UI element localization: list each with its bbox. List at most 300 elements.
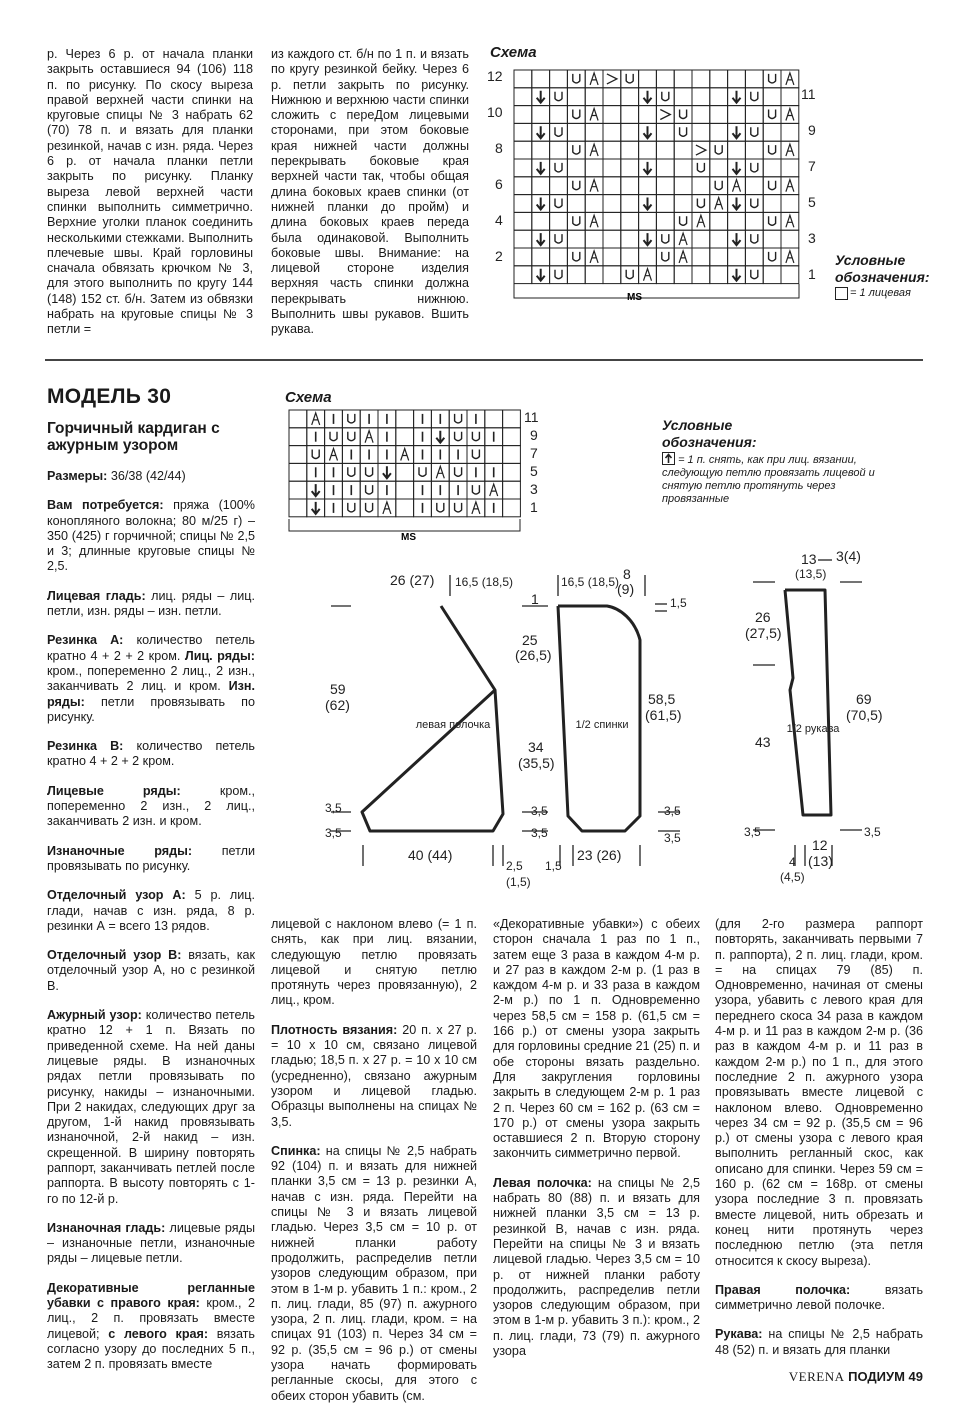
dimension-label: 3,5 [664, 831, 681, 845]
chart-cell [728, 141, 746, 159]
left-front-outline [362, 606, 503, 831]
dimension-label: (61,5) [645, 707, 682, 723]
chart-cell [603, 248, 621, 266]
yarn-over-icon [455, 503, 462, 512]
chart-cell [567, 159, 585, 177]
decrease-icon [312, 502, 320, 514]
piece-label: 1/2 рукава [786, 723, 840, 735]
yarn-over-icon [366, 485, 373, 494]
label: Отделочный узор В: [47, 948, 182, 963]
chart-cell [692, 106, 710, 124]
dimension-label: 2,5 [506, 859, 523, 873]
chart-cell [503, 410, 521, 428]
chart-cell [567, 70, 585, 88]
decrease-icon [733, 91, 741, 103]
chart-cell [485, 446, 503, 464]
label: Изнаночные ряды: [47, 843, 193, 858]
chart-cell [745, 248, 763, 266]
chart-cell [503, 428, 521, 446]
chart-cell [514, 159, 532, 177]
yarn-over-icon [769, 181, 776, 190]
slip-knit-pass-over-icon [662, 452, 675, 465]
paragraph: р. Через 6 р. от начала планки закрыть оставшиеся 94 (106) 118 п. по рисунку. По скосу выреза правой верхней части спинки на круговые спицы № 3 набрать 62 (70) 78 п. и вязать для планки резинкой, начав с изн. ряда. Через 6 р. от начала планки петли закрыть по рисунку. Планку выреза левой верхней части спинки выполнить симметрично. Верхние уголки планок соединить несколькими стежками. Выполнить плечевые швы. Край горловины сначала обвязать крючком № 3, для этого выполнить по кругу 144 (148) 152 ст. б/н. Затем из обвязки набрать на круговые спицы № 3 петли = [47, 47, 253, 337]
dimension-label: (13) [808, 853, 833, 869]
dimension-label: (35,5) [518, 755, 555, 771]
chart-cell [692, 88, 710, 106]
page-number: 49 [908, 1369, 923, 1384]
chart-cell [692, 123, 710, 141]
chart-cell [603, 195, 621, 213]
k2tog-left-icon [786, 180, 794, 192]
chart-cell [467, 481, 485, 499]
row-number: 1 [808, 266, 816, 282]
decrease-icon [733, 269, 741, 281]
legend-title: обозначения: [662, 434, 757, 450]
row-number: 5 [530, 463, 538, 479]
chart-cell [710, 177, 728, 195]
yarn-over-icon [751, 234, 758, 243]
chart-cell [449, 428, 467, 446]
chart-cell [603, 266, 621, 284]
chart-cell [781, 266, 799, 284]
k2tog-left-icon [330, 449, 338, 461]
chart-cell [745, 212, 763, 230]
decrease-icon [537, 126, 545, 138]
chart-cell [396, 481, 414, 499]
chart-cell [289, 446, 307, 464]
yarn-over-icon [662, 252, 669, 261]
chart-cell [674, 70, 692, 88]
chart-cell [532, 248, 550, 266]
dimension-label: 3,5 [325, 801, 342, 815]
page-footer [789, 1369, 923, 1385]
chart-cell [763, 159, 781, 177]
chart2-title: Схема [285, 389, 332, 406]
row-number: 9 [530, 427, 538, 443]
chart-cell [710, 248, 728, 266]
chart-cell [342, 499, 360, 517]
chart-cell [360, 499, 378, 517]
section-divider [45, 359, 923, 361]
dimension-label: 43 [755, 734, 771, 750]
decrease-icon [312, 484, 320, 496]
chart-cell [621, 230, 639, 248]
yarn-over-icon [555, 234, 562, 243]
k2tog-left-icon [590, 180, 598, 192]
chart-cell [710, 141, 728, 159]
k2tog-left-icon [383, 502, 391, 514]
label: Резинка А: [47, 633, 124, 648]
chart-cell [656, 141, 674, 159]
dimension-label: 1,5 [545, 859, 562, 873]
legend-item: = 1 лицевая [835, 287, 930, 300]
yarn-over-icon [573, 252, 580, 261]
chart-cell [656, 266, 674, 284]
k2tog-left-icon [697, 215, 705, 227]
k2tog-left-icon [590, 215, 598, 227]
chart-cell [550, 106, 568, 124]
chart-cell [674, 123, 692, 141]
chart-cell [674, 106, 692, 124]
dimension-label: (9) [617, 581, 635, 597]
yarn-over-icon [715, 145, 722, 154]
chart-cell [621, 141, 639, 159]
text-column-3: «Декоративные убавки») с обеих сторон сначала 1 раз по 1 п., затем еще 3 раза в каждом 4-м р. и 27 раз в каждом 2-м р. (1 раз в каждом 4-м р. и 33 раза в каждом 2-м р.) по 1 п. Одновременно через 58,5 см = 158 р. (61,5 см = 166 р.) от смены узора закрыть для горловины средние 21 (25) п. и обе стороны вязать раздельно. Для закругления горловины закрыть в следующем 2-м р. 1 раз 2 п. Через 60 см = 162 р. (63 см = 170 р.) от смены узора закрыть оставшиеся 2 п. Вторую сторону закончить симметрично первой. Левая полочка: на спицы № 2,5 набрать 80 (88) п. и вязать для нижней планки 3,5 см = 13 р. резинкой В, начав с изн. ряда. Перейти на спицы № 3 и вязать лицевой гладью. Через 3,5 см = 10 р. от нижней планки работу продолжить, распределив петли узоров следующим образом, при этом в 1-м р. убавить 3 п.): кром., 2 п. лиц. глади, 73 (79) п. ажурного узора [493, 917, 701, 1359]
chart-cell [621, 88, 639, 106]
chart-cell [449, 410, 467, 428]
yarn-over-icon [455, 467, 462, 476]
yarn-over-icon [662, 92, 669, 101]
chart-cell [674, 177, 692, 195]
chart-cell [674, 88, 692, 106]
chart-cell [745, 106, 763, 124]
chart-cell [550, 212, 568, 230]
chart-cell [550, 177, 568, 195]
yarn-over-icon [348, 503, 355, 512]
yarn-over-icon [680, 216, 687, 225]
chart-cell [728, 106, 746, 124]
chart-cell [710, 70, 728, 88]
k2tog-left-icon [472, 502, 480, 514]
label: Изнаночная гладь: [47, 1220, 166, 1235]
chart-cell [342, 463, 360, 481]
row-number: 11 [524, 409, 539, 425]
cable-icon [696, 145, 706, 155]
chart-cell [656, 212, 674, 230]
k2tog-left-icon [365, 431, 373, 443]
yarn-over-icon [751, 127, 758, 136]
chart-cell [781, 159, 799, 177]
yarn-over-icon [455, 432, 462, 441]
label: Декоративные регланные убавки с правого края: [47, 1280, 255, 1311]
chart-cell [639, 248, 657, 266]
chart-cell [449, 499, 467, 517]
chart-cell [763, 70, 781, 88]
yarn-over-icon [626, 74, 633, 83]
chart-cell [710, 106, 728, 124]
row-number: 7 [530, 445, 538, 461]
chart-cell [621, 177, 639, 195]
yarn-over-icon [573, 110, 580, 119]
decrease-icon [537, 233, 545, 245]
yarn-over-icon [348, 432, 355, 441]
k2tog-left-icon [590, 109, 598, 121]
chart-cell [514, 212, 532, 230]
dimension-label: 3(4) [836, 548, 861, 564]
chart-cell [567, 212, 585, 230]
decrease-icon [644, 198, 652, 210]
chart-cell [763, 230, 781, 248]
chart-cell [567, 248, 585, 266]
chart-cell [745, 266, 763, 284]
chart-cell [745, 88, 763, 106]
chart-cell [550, 141, 568, 159]
label: Левая полочка: [493, 1175, 592, 1190]
chart-cell [514, 266, 532, 284]
dimension-label: (27,5) [745, 625, 782, 641]
dimension-label: 34 [528, 739, 544, 755]
dimension-label: 13 [801, 551, 817, 567]
chart-cell [360, 481, 378, 499]
row-number: 8 [495, 140, 503, 156]
chart-cell [674, 195, 692, 213]
chart-cell [621, 248, 639, 266]
chart-cell [656, 230, 674, 248]
piece-label: 1/2 спинки [575, 719, 629, 731]
dimension-label: 59 [330, 681, 346, 697]
chart-cell [532, 70, 550, 88]
decrease-icon [537, 162, 545, 174]
chart-cell [514, 106, 532, 124]
decrease-icon [733, 162, 741, 174]
chart-cell [289, 428, 307, 446]
yarn-over-icon [573, 216, 580, 225]
yarn-over-icon [330, 432, 337, 441]
chart-cell [692, 230, 710, 248]
k2tog-left-icon [644, 269, 652, 281]
chart-cell [514, 123, 532, 141]
chart-cell [763, 88, 781, 106]
dimension-label: 23 (26) [577, 847, 622, 863]
dimension-label: (4,5) [780, 870, 805, 884]
decrease-icon [733, 233, 741, 245]
chart-cell [745, 230, 763, 248]
decrease-icon [436, 431, 444, 443]
chart-cell [763, 195, 781, 213]
text-column-2: лицевой с наклоном влево (= 1 п. снять, как при лиц. вязании, следующую петлю провязать лицевой и снятую петлю протянуть через провязанную), 2 лиц., кром. Плотность вязания: 20 п. х 27 р. = 10 х 10 см, связано лицевой гладью; 18,5 п. х 27 р. = 10 х 10 см (усредненно), связано ажурным узором и лицевой гладью. Образцы выполнены на спицах № 3,5. Спинка: на спицы № 2,5 набрать 92 (104) п. и вязать для нижней планки 3,5 см = 13 р. резинки А, начав с изн. ряда. Перейти на спицы № 3 и вязать лицевой гладью. Через 3,5 см = 10 р. от нижней планки работу продолжить, распределив петли узоров следующим образом, при этом в 1-м р. убавить 1 п.: кром., 2 п. лиц. глади, 85 (97) п. ажурного узора, 2 п. лиц. глади, кром. = на спицах 91 (103) п. Через 34 см = 92 р. (35,5 см = 96 р.) от смены узора начать формировать регланные скосы, для этого с обеих сторон убавить (см. [271, 917, 478, 1403]
yarn-over-icon [555, 199, 562, 208]
k2tog-left-icon [590, 144, 598, 156]
chart-cell [550, 230, 568, 248]
chart-cell [567, 177, 585, 195]
row-number: 11 [801, 86, 816, 102]
label: Отделочный узор А: [47, 888, 186, 903]
legend-title: Условные [835, 252, 906, 268]
chart-cell [550, 195, 568, 213]
paragraph: из каждого ст. б/н по 1 п. и вязать по кругу резинкой бейку. Через 6 р. петли закрыть по рисунку. Нижнюю и верхнюю части спинки сложить с переДом лицевыми сторонами, при этом боковые края нижней части должны перекрывать боковые края верхней части так, чтобы общая длина боковых краев спинки (от нижней планки до пройм) и длина боковых краев переда была одинаковой. Выполнить боковые швы. Внимание: на лицевой стороне изделия верхняя часть спинки должна перекрывать нижнюю. Выполнить швы рукавов. Вшить рукава. [271, 47, 469, 337]
yarn-over-icon [348, 414, 355, 423]
chart-cell [639, 70, 657, 88]
yarn-over-icon [472, 485, 479, 494]
chart-cell [567, 195, 585, 213]
chart-cell [585, 230, 603, 248]
ms-label: MS [401, 532, 416, 543]
chart-cell [467, 446, 485, 464]
decrease-icon [644, 162, 652, 174]
dimension-label: (26,5) [515, 647, 552, 663]
dimension-label: 8 [623, 566, 631, 582]
chart-cell [692, 266, 710, 284]
chart-cell [396, 410, 414, 428]
model-title: МОДЕЛЬ 30 [47, 385, 172, 408]
chart-cell [567, 106, 585, 124]
dimension-label: 16,5 (18,5) [561, 575, 620, 589]
chart-cell [603, 177, 621, 195]
dimension-label: (62) [325, 697, 350, 713]
k2tog-left-icon [786, 109, 794, 121]
chart-cell [656, 159, 674, 177]
label: Лицевая гладь: [47, 588, 146, 603]
chart-cell [567, 266, 585, 284]
magazine-name: ПОДИУМ [848, 1369, 905, 1384]
label: Правая полочка: [715, 1282, 851, 1297]
chart-cell [674, 212, 692, 230]
ms-label: MS [627, 292, 642, 303]
dimension-label: 3,5 [664, 804, 681, 818]
chart-cell [763, 212, 781, 230]
yarn-over-icon [312, 450, 319, 459]
k2tog-left-icon [679, 233, 687, 245]
yarn-over-icon [769, 74, 776, 83]
yarn-over-icon [419, 467, 426, 476]
chart-cell [289, 481, 307, 499]
chart-cell [763, 248, 781, 266]
chart-cell [532, 212, 550, 230]
chart-cell [289, 410, 307, 428]
top-text-column-1 [47, 47, 253, 352]
k2tog-left-icon [786, 144, 794, 156]
chart-cell [674, 159, 692, 177]
dimension-label: (13,5) [795, 567, 827, 581]
chart-cell [656, 70, 674, 88]
yarn-over-icon [472, 450, 479, 459]
ms-bracket [514, 284, 799, 298]
dimension-label: 3,5 [744, 825, 761, 839]
chart-cell [621, 159, 639, 177]
chart-cell [621, 266, 639, 284]
k2tog-left-icon [679, 251, 687, 263]
chart-cell [763, 266, 781, 284]
chart-cell [514, 195, 532, 213]
chart-cell [710, 212, 728, 230]
dimension-label: 1,5 [670, 596, 687, 610]
top-text-column-2 [271, 47, 469, 352]
k2tog-left-icon [715, 198, 723, 210]
label: Рукава: [715, 1327, 763, 1342]
chart-cell [656, 195, 674, 213]
chart-cell [603, 212, 621, 230]
row-number: 9 [808, 122, 816, 138]
decrease-icon [383, 466, 391, 478]
chart-cell [585, 159, 603, 177]
row-number: 3 [530, 481, 538, 497]
yarn-over-icon [472, 432, 479, 441]
knitting-chart-1 [484, 62, 814, 307]
row-number: 2 [495, 248, 503, 264]
chart-cell [710, 230, 728, 248]
row-number: 5 [808, 194, 816, 210]
left-text-column: Размеры: 36/38 (42/44) Вам потребуется: пряжа (100% конопляного волокна; 80 м/25 г) – 350 (425) г горчичной; спицы № 2,5 и 3; длинные круговые спицы № 2,5. Лицевая гладь: лиц. ряды – лиц. петли, изн. ряды – изн. петли. Резинка А: количество петель кратно 4 + 2 + 2 кром. Лиц. ряды: кром., попеременно 2 лиц., 2 изн., заканчивать 2 лиц. и кром. Изн. ряды: петли провязывать по рисунку. Резинка В: количество петель кратно 4 + 2 + 2 кром. Лицевые ряды: кром., попеременно 2 изн., 2 лиц., заканчивать 2 изн. и кром. Изнаночные ряды: петли провязывать по рисунку. Отделочный узор А: 5 р. лиц. глади, начав с изн. ряда, 8 р. резинки А = всего 13 рядов. Отделочный узор В: вязать, как отделочный узор А, но с резинкой В. Ажурный узор: количество петель кратно 12 + 1 п. Вязать по приведенной схеме. На ней даны лицевые ряды. В изнаночных рядах петли провязывать по рисунку, накиды – изнаночными. При 2 накидах, следующих друг за другом, 1-й накид провязывать изнаночной, 2-й накид – изн. скрещенной. В ширину повторять раппорт, заканчивать петлей после раппорта. В высоту повторять с 1-го по 12-й р. Изнаночная гладь: лицевые ряды – изнаночные петли, изнаночные ряды – лицевые петли. Декоративные регланные убавки с правого края: кром., 2 лиц., 2 п. провязать вместе лицевой; с левого края: вязать согласно узору до последних 5 п., затем 2 п. провязать вместе [47, 469, 256, 1372]
chart-cell [692, 70, 710, 88]
row-number: 12 [487, 68, 503, 84]
dimension-label: 3,5 [531, 826, 548, 840]
cable-icon [660, 110, 670, 120]
chart-cell [692, 159, 710, 177]
yarn-over-icon [697, 163, 704, 172]
yarn-over-icon [573, 145, 580, 154]
chart-cell [639, 141, 657, 159]
yarn-over-icon [555, 127, 562, 136]
dimension-label: 4 [789, 855, 796, 869]
chart-cell [514, 230, 532, 248]
chart-cell [514, 177, 532, 195]
dimension-label: 25 [522, 632, 538, 648]
chart-cell [728, 70, 746, 88]
chart-cell [781, 123, 799, 141]
chart-cell [567, 88, 585, 106]
chart-cell [585, 266, 603, 284]
k2tog-left-icon [733, 180, 741, 192]
chart-cell [745, 195, 763, 213]
label: Лицевые ряды: [47, 783, 181, 798]
row-number: 10 [487, 104, 503, 120]
knitting-chart-2 [284, 407, 549, 547]
chart-cell [781, 88, 799, 106]
yarn-over-icon [662, 234, 669, 243]
chart-cell [603, 230, 621, 248]
chart-cell [621, 106, 639, 124]
chart-cell [639, 212, 657, 230]
chart-cell [728, 212, 746, 230]
k2tog-left-icon [401, 449, 409, 461]
yarn-over-icon [751, 163, 758, 172]
chart-cell [396, 463, 414, 481]
yarn-over-icon [366, 467, 373, 476]
k2tog-left-icon [436, 466, 444, 478]
chart-cell [745, 123, 763, 141]
text-column-4: (для 2-го размера раппорт повторять, заканчивать первыми 7 п. раппорта), 2 п. лиц. глади, кром. = на спицах 79 (85) п. Одновременно, начиная от смены узора, убавить с левого края для переднего скоса 34 раза в каждом 4-м р. и 11 раз в каждом 2-м р. (36 раз в каждом 4-м р. и 11 раз в каждом 2-м р.) по 1 п., для этого последние 2 п. ажурного узора провязывать вместе лицевой с наклоном влево. Одновременно через 34 см = 92 р. (35,5 см = 96 р.) от смены узора с левого края выполнить регланный скос, как описано для спинки. Через 59 см = 160 р. (62 см = 168р. от смены узора последние 3 п. провязать вместе лицевой, нить обрезать и конец нити протянуть через последнюю петлю (эта петля относится к скосу выреза). Правая полочка: вязать симметрично левой полочке. Рукава: на спицы № 2,5 набрать 48 (52) п. и вязать для планки [715, 917, 924, 1357]
dimension-label: 3,5 [325, 826, 342, 840]
chart2-legend [662, 417, 892, 506]
chart1-legend [835, 252, 930, 300]
yarn-over-icon [348, 467, 355, 476]
chart-cell [763, 123, 781, 141]
chart-cell [325, 428, 343, 446]
chart-cell [360, 463, 378, 481]
chart-cell [414, 463, 432, 481]
chart-cell [710, 123, 728, 141]
yarn-over-icon [455, 414, 462, 423]
chart-cell [289, 499, 307, 517]
row-number: 7 [808, 158, 816, 174]
yarn-over-icon [751, 270, 758, 279]
yarn-over-icon [769, 145, 776, 154]
yarn-over-icon [680, 127, 687, 136]
yarn-over-icon [555, 92, 562, 101]
chart-cell [550, 248, 568, 266]
label: Размеры: [47, 469, 108, 483]
chart-cell [656, 123, 674, 141]
chart-cell [692, 248, 710, 266]
yarn-over-icon [680, 110, 687, 119]
chart-cell [503, 463, 521, 481]
chart-cell [550, 266, 568, 284]
chart-cell [485, 410, 503, 428]
k2tog-left-icon [786, 251, 794, 263]
chart-cell [532, 106, 550, 124]
chart-cell [514, 248, 532, 266]
chart-cell [621, 212, 639, 230]
decrease-icon [733, 126, 741, 138]
decrease-icon [537, 91, 545, 103]
dimension-label: 1 [531, 591, 539, 607]
chart-cell [745, 159, 763, 177]
chart1-title: Схема [490, 44, 537, 61]
chart-cell [656, 177, 674, 195]
chart-cell [585, 195, 603, 213]
model-subtitle: Горчичный кардиган с ажурным узором [47, 420, 220, 454]
row-number: 1 [530, 499, 538, 515]
